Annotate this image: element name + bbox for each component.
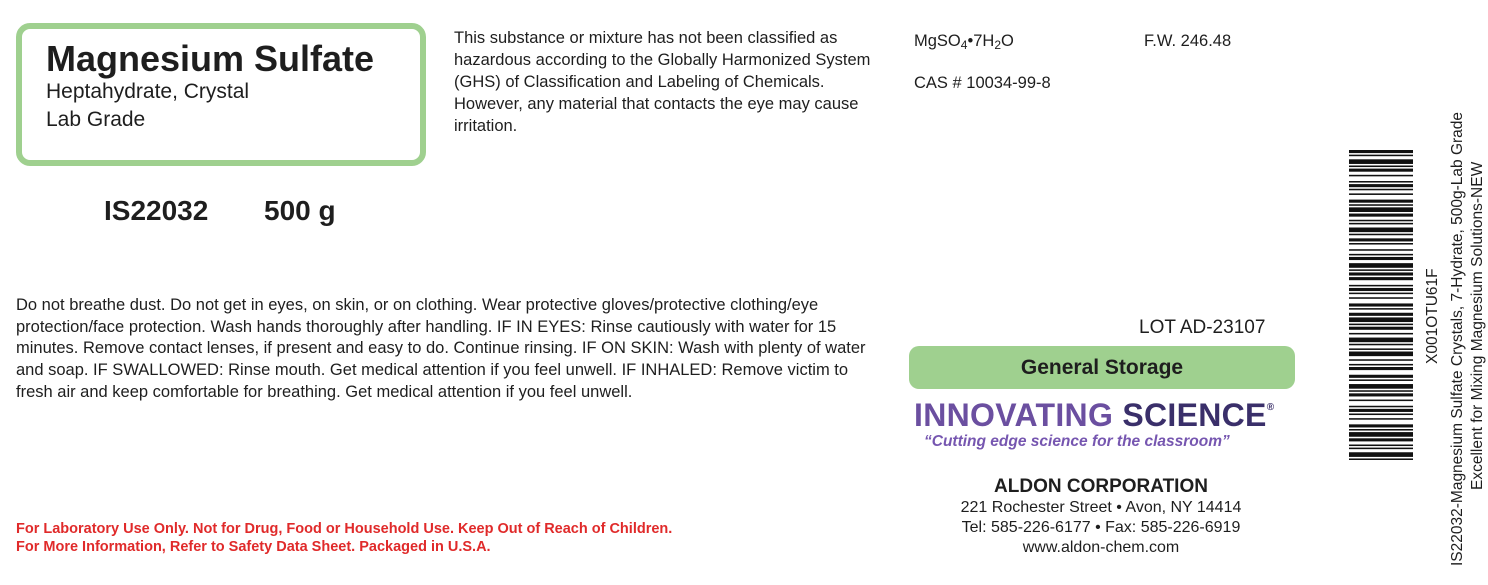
sku-description-1: IS22032-Magnesium Sulfate Crystals, 7-Hydrate, 500g-Lab Grade [1449,111,1466,566]
warning-line-2: For More Information, Refer to Safety Data Sheet. Packaged in U.S.A. [16,539,491,555]
barcode-bar [1349,193,1413,195]
barcode-bar [1349,375,1413,378]
barcode-bar [1349,303,1413,306]
barcode-bar [1349,313,1413,316]
product-subtitle-grade-form: Heptahydrate, Crystal [46,80,250,103]
barcode [1349,150,1413,462]
barcode-bar [1349,418,1413,420]
barcode-bar [1349,272,1413,275]
sku-description-2: Excellent for Mixing Magnesium Solutions-NEW [1469,161,1486,490]
barcode-bar [1349,359,1413,361]
barcode-bar [1349,263,1413,268]
barcode-bar [1349,269,1413,271]
company-name: ALDON CORPORATION [994,476,1208,497]
sku-code: X001OTU61F [1424,268,1441,364]
brand-logo: INNOVATING SCIENCE® [914,397,1275,433]
company-phone: Tel: 585-226-6177 • Fax: 585-226-6919 [961,519,1241,536]
precautionary-statements: Do not breathe dust. Do not get in eyes, on skin, or on clothing. Wear protective gloves/protective clothing/eye protection/face protection. Wash hands thoroughly after handling. IF IN EYES: Rinse cautiously with water for 15 minutes. Remove contact lenses, if present and easy to do. Continue rinsing. IF ON SKIN: Wash with plenty of water and soap. IF SWALLOWED: Rinse mouth. Get medical attention if you feel unwell. IF INHALED: Remove victim to fresh air and keep comfortable for breathing. Get medical attention if you feel unwell. [16,296,866,401]
barcode-bar [1349,285,1413,287]
catalog-number: IS22032 [104,195,209,226]
barcode-bar [1349,348,1413,350]
barcode-bar [1349,220,1413,222]
barcode-bar [1349,333,1413,335]
storage-badge: General Storage [909,346,1295,389]
barcode-bar [1349,409,1413,412]
barcode-bar [1349,166,1413,168]
barcode-bar [1349,223,1413,225]
barcode-bar [1349,352,1413,357]
barcode-bar [1349,414,1413,416]
barcode-bar [1349,393,1413,396]
barcode-bar [1349,458,1413,460]
barcode-bar [1349,445,1413,447]
barcode-bar [1349,448,1413,450]
barcode-bar [1349,429,1413,431]
barcode-bar [1349,214,1413,217]
barcode-bar [1349,406,1413,408]
company-website: www.aldon-chem.com [1022,539,1180,556]
barcode-bar [1349,243,1413,245]
lot-number: LOT AD-23107 [1139,317,1266,338]
cas-number: CAS # 10034-99-8 [914,74,1051,92]
barcode-bar [1349,324,1413,326]
barcode-bar [1349,379,1413,381]
barcode-bar [1349,432,1413,437]
barcode-bar [1349,308,1413,310]
barcode-bar [1349,204,1413,206]
barcode-bar [1349,200,1413,203]
barcode-bar [1349,452,1413,457]
barcode-bar [1349,184,1413,187]
barcode-bar [1349,238,1413,241]
chemical-formula: $MgSO_4•7H_2O$ [914,32,1014,52]
warning-line-1: For Laboratory Use Only. Not for Drug, Food or Household Use. Keep Out of Reach of Children. [16,521,673,537]
barcode-bar [1349,228,1413,233]
hazard-statement: This substance or mixture has not been classified as hazardous according to the Globally Harmonized System (GHS) of Classification and Labeling of Chemicals. However, any material that contacts the eye may cause irritation. [454,29,871,135]
company-address: 221 Rochester Street • Avon, NY 14414 [960,499,1242,516]
barcode-bar [1349,390,1413,392]
barcode-bar [1349,364,1413,366]
barcode-bar [1349,297,1413,299]
barcode-bar [1349,424,1413,427]
barcode-bar [1349,344,1413,346]
product-name: Magnesium Sulfate [46,38,375,79]
barcode-bar [1349,249,1413,251]
brand-tagline: “Cutting edge science for the classroom” [924,433,1230,450]
barcode-bar [1349,234,1413,236]
barcode-bar [1349,288,1413,291]
barcode-bar [1349,327,1413,330]
barcode-bar [1349,277,1413,280]
barcode-bar [1349,338,1413,343]
barcode-bar [1349,257,1413,260]
barcode-bar [1349,317,1413,322]
barcode-bar [1349,367,1413,370]
barcode-bar [1349,175,1413,177]
formula-weight: F.W. 246.48 [1144,32,1232,50]
barcode-bar [1349,400,1413,402]
barcode-bar [1349,169,1413,172]
barcode-bar [1349,181,1413,183]
barcode-bar [1349,254,1413,256]
package-size: 500 g [264,195,336,226]
barcode-bar [1349,207,1413,212]
barcode-bar [1349,293,1413,295]
barcode-bar [1349,189,1413,191]
barcode-bar [1349,150,1413,153]
barcode-bar [1349,159,1413,164]
barcode-bar [1349,384,1413,389]
product-subtitle-lab-grade: Lab Grade [46,108,146,131]
barcode-bar [1349,155,1413,157]
barcode-bar [1349,438,1413,441]
